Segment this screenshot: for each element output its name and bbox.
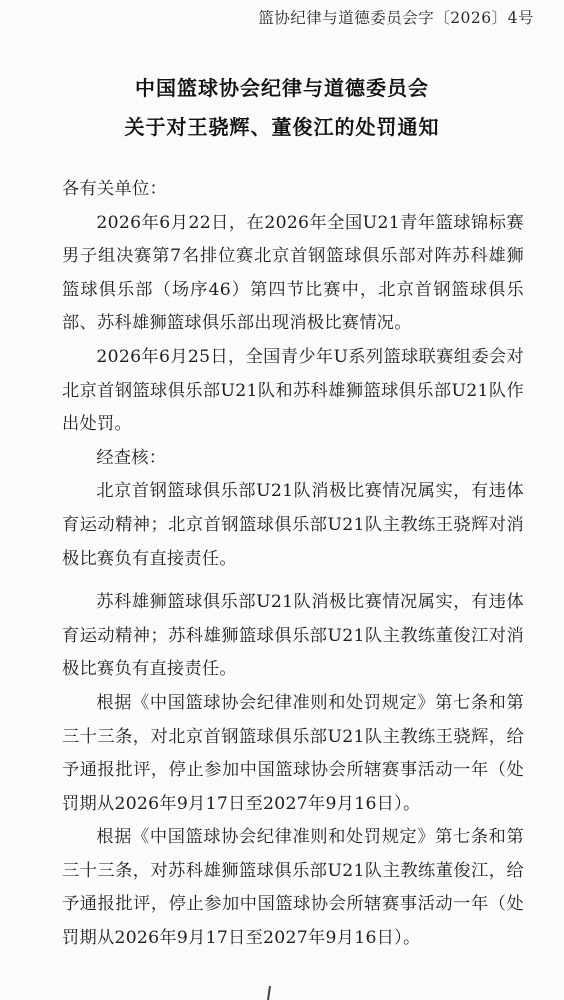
salutation: 各有关单位： xyxy=(62,179,167,199)
pen-stroke-mark xyxy=(267,986,271,1000)
document-title-line-1: 中国篮球协会纪律与道德委员会 xyxy=(135,76,429,100)
paragraph-penalty-dong: 根据《中国篮球协会纪律准则和处罚规定》第七条和第三十三条，对苏科雄狮篮球俱乐部U21队主教练董俊江，给予通报批评，停止参加中国篮球协会所辖赛事活动一年（处罚期从2026年9月17日至2027年9月16日）。 xyxy=(62,827,524,949)
paragraph-incident: 2026年6月22日，在2026年全国U21青年篮球锦标赛男子组决赛第7名排位赛北京首钢篮球俱乐部对阵苏科雄狮篮球俱乐部（场序46）第四节比赛中，北京首钢篮球俱乐部、苏科雄狮篮球俱乐部出现消极比赛情况。 xyxy=(62,212,524,334)
paragraph-penalty-wang: 根据《中国篮球协会纪律准则和处罚规定》第七条和第三十三条，对北京首钢篮球俱乐部U21队主教练王骁辉，给予通报批评，停止参加中国篮球协会所辖赛事活动一年（处罚期从2026年9月17日至2027年9月16日）。 xyxy=(62,692,524,814)
document-body xyxy=(62,173,524,956)
paragraph-league-penalty: 2026年6月25日，全国青少年U系列篮球联赛组委会对北京首钢篮球俱乐部U21队和苏科雄狮篮球俱乐部U21队作出处罚。 xyxy=(62,346,524,435)
paragraph-finding-beijing: 北京首钢篮球俱乐部U21队消极比赛情况属实，有违体育运动精神；北京首钢篮球俱乐部U21队主教练王骁辉对消极比赛负有直接责任。 xyxy=(62,481,524,569)
paragraph-investigation-heading: 经查核： xyxy=(96,447,167,468)
document-number: 篮协纪律与道德委员会字〔2026〕4号 xyxy=(258,9,534,27)
paragraph-finding-suke: 苏科雄狮篮球俱乐部U21队消极比赛情况属实，有违体育运动精神；苏科雄狮篮球俱乐部U21队主教练董俊江对消极比赛负有直接责任。 xyxy=(62,592,524,680)
document-title-line-2: 关于对王骁辉、董俊江的处罚通知 xyxy=(124,115,440,139)
